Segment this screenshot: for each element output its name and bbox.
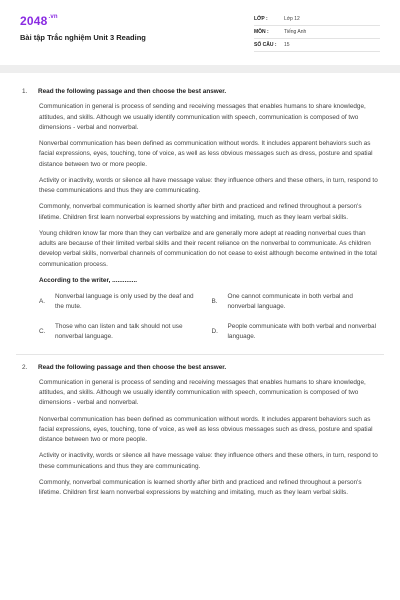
option-text: Nonverbal language is only used by the deaf and the mute. (55, 293, 194, 310)
question-1 (22, 87, 384, 355)
meta-value: 15 (284, 42, 290, 48)
option-letter: B. (211, 297, 218, 305)
document-title: Bài tập Trắc nghiệm Unit 3 Reading (20, 33, 146, 42)
question-2 (22, 363, 384, 499)
meta-label: LỚP : (254, 16, 268, 22)
option-text: People communicate with both verbal and nonverbal language. (227, 322, 376, 340)
document-meta (254, 13, 380, 52)
question-instruction: Read the following passage and then choose the best answer. (38, 363, 227, 371)
option-d[interactable] (212, 322, 377, 342)
header-divider (0, 65, 400, 73)
question-header (22, 363, 384, 373)
option-text: One cannot communicate in both verbal and nonverbal language. (227, 293, 353, 310)
page-header (0, 0, 400, 56)
meta-value: Lớp 12 (284, 16, 300, 22)
logo-text: 2048 (20, 14, 48, 28)
question-number: 2. (22, 363, 28, 371)
question-header (22, 87, 384, 97)
meta-row-count (254, 39, 380, 52)
meta-row-grade (254, 13, 380, 26)
option-c[interactable] (39, 322, 204, 342)
passage-paragraph: Communication in general is process of sending and receiving messages that enables humans to share knowledge, attitudes, and skills. Although we usually identify communication with speech, communication is composed of two dimensions - verbal and nonverbal. (39, 103, 366, 131)
logo-suffix: .vn (48, 14, 58, 20)
question-prompt: According to the writer, .............. (39, 276, 138, 284)
option-text: Those who can listen and talk should not use nonverbal language. (55, 322, 183, 340)
answer-options (22, 292, 384, 342)
meta-value: Tiếng Anh (284, 29, 307, 35)
passage-paragraph: Commonly, nonverbal communication is learned shortly after birth and practiced and refined throughout a person's lifetime. Children first learn nonverbal expressions by watching and imitating, much as they learn verbal skills. (39, 478, 362, 497)
question-number: 1. (22, 88, 28, 95)
passage-paragraph: Young children know far more than they can verbalize and are generally more adept at reading nonverbal cues than adults are because of their limited verbal skills and their recent reliance on the nonverbal to communicate. As children develop verbal skills, nonverbal channels of communication do not cease to exist although become entwined in the total communication process. (39, 229, 377, 268)
question-list (0, 73, 400, 498)
passage-paragraph: Communication in general is process of sending and receiving messages that enables humans to share knowledge, attitudes, and skills. Although we usually identify communication with speech, communication is composed of two dimensions - verbal and nonverbal. (39, 378, 366, 407)
passage-paragraph: Nonverbal communication has been defined as communication without words. It includes apparent behaviors such as facial expressions, eyes, touching, tone of voice, as well as less obvious messages such as dress, posture and spatial distance between two or more people. (39, 140, 373, 168)
option-a[interactable] (39, 292, 204, 312)
option-letter: A. (39, 297, 46, 305)
passage-paragraph: Commonly, nonverbal communication is learned shortly after birth and practiced and refined throughout a person's lifetime. Children first learn nonverbal expressions by watching and imitating, much as they learn verbal skills. (39, 203, 362, 221)
meta-label: MÔN : (254, 29, 269, 35)
question-instruction: Read the following passage and then choose the best answer. (38, 88, 227, 95)
option-b[interactable] (212, 292, 377, 312)
passage-paragraph: Activity or inactivity, words or silence all have message value: they influence others and these others, in turn, respond to these communications and thus they are communicating. (39, 176, 378, 194)
meta-label: SỐ CÂU : (254, 42, 277, 48)
passage-paragraph: Activity or inactivity, words or silence all have message value: they influence others and these others, in turn, respond to these communications and thus they are communicating. (39, 452, 378, 470)
option-letter: C. (39, 327, 46, 335)
question-separator (16, 354, 384, 355)
meta-row-subject (254, 26, 380, 39)
option-letter: D. (211, 327, 218, 335)
passage-paragraph: Nonverbal communication has been defined as communication without words. It includes apparent behaviors such as facial expressions, eyes, touching, tone of voice, as well as less obvious messages such as dress, posture and spatial distance between two or more people. (39, 415, 373, 444)
